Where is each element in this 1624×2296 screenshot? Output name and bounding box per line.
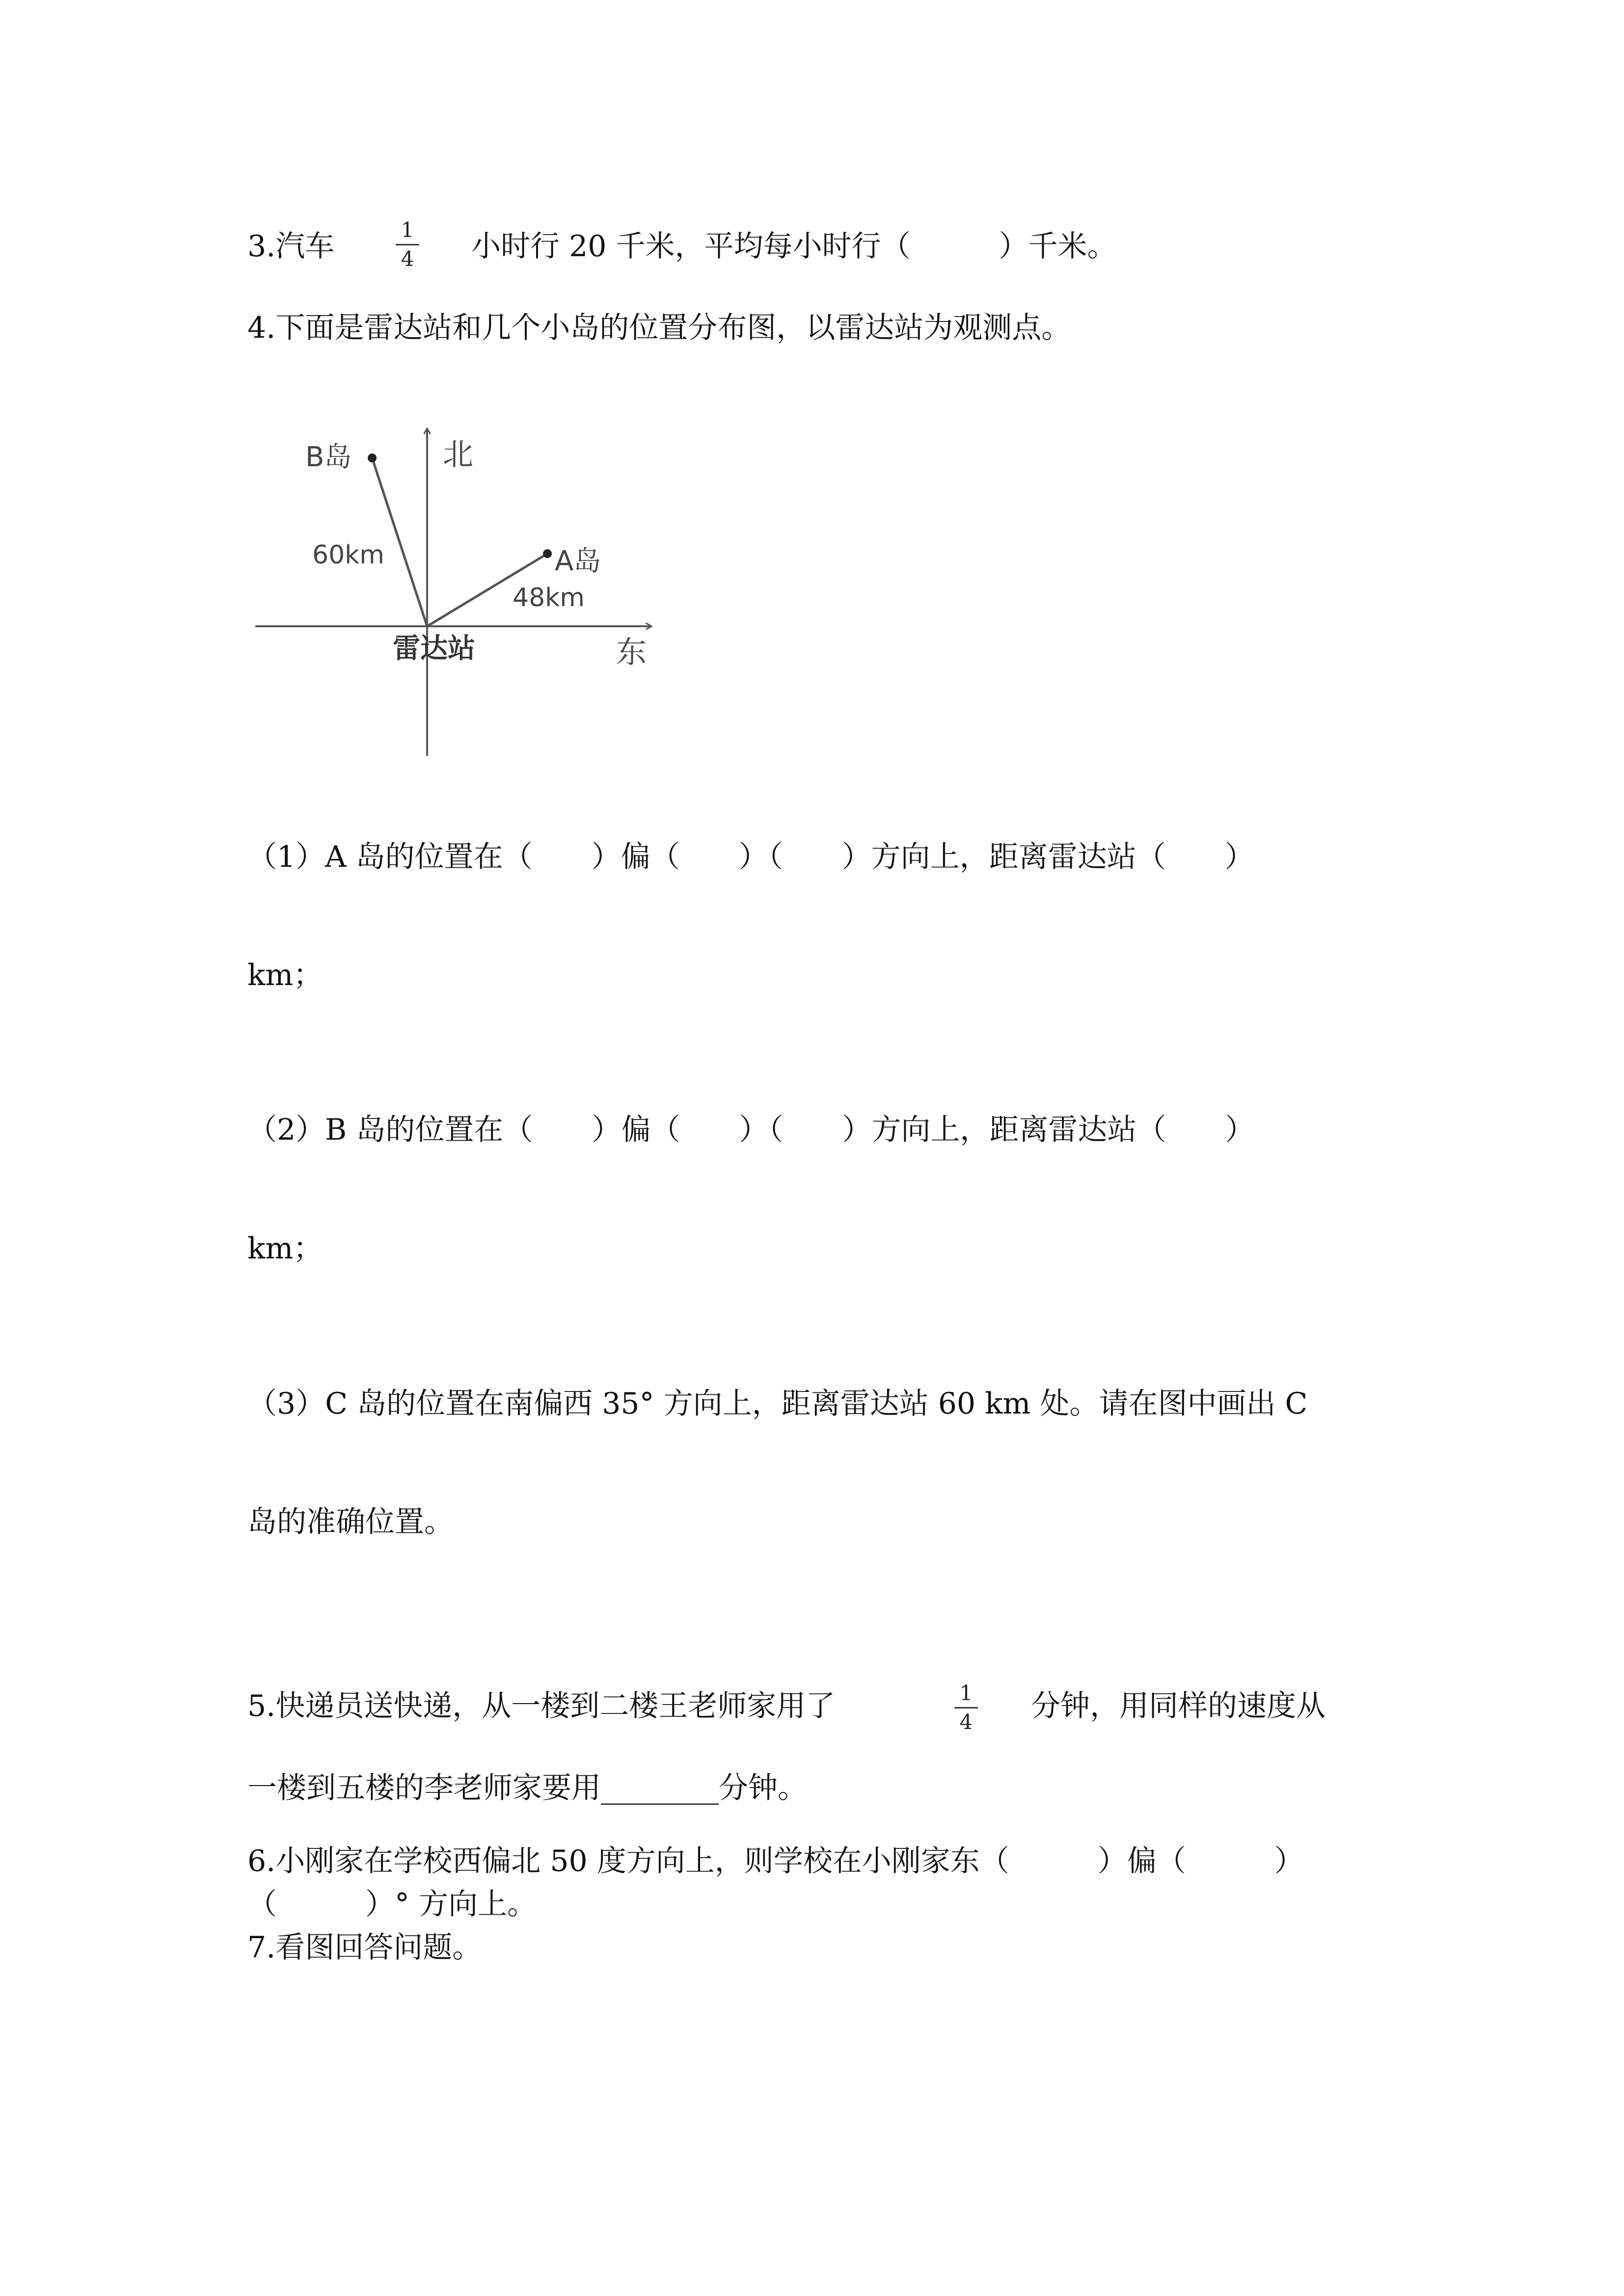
- q5-prefix: 5.快递员送快递，从一楼到二楼王老师家用了: [247, 1689, 836, 1723]
- island-a-point: [543, 549, 552, 558]
- q5-line2: 一楼到五楼的李老师家要用________分钟。: [247, 1771, 807, 1805]
- q5-fraction-numerator: 1: [959, 1681, 973, 1705]
- q4-intro: 4.下面是雷达站和几个小岛的位置分布图，以雷达站为观测点。: [247, 311, 1071, 345]
- q3-fraction-numerator: 1: [401, 218, 414, 242]
- q4-part3-line2: 岛的准确位置。: [247, 1505, 454, 1539]
- island-b-label: B岛: [305, 441, 352, 473]
- q5-suffix: 分钟，用同样的速度从: [1031, 1689, 1326, 1723]
- q3-fraction-bar: [396, 244, 419, 245]
- island-a-label: A岛: [555, 545, 601, 577]
- island-b-point: [368, 454, 377, 462]
- q4-part2-line2: km；: [247, 1231, 323, 1266]
- q5-fraction-denominator: 4: [959, 1710, 973, 1734]
- q5-fraction-bar: [954, 1707, 978, 1709]
- q4-part1-line2: km；: [247, 958, 323, 992]
- q4-part3-line1: （3）C 岛的位置在南偏西 35° 方向上，距离雷达站 60 km 处。请在图中画出 C: [247, 1387, 1308, 1421]
- station-label: 雷达站: [393, 633, 475, 665]
- q4-part1-line1: （1）A 岛的位置在（ ）偏（ ）（ ）方向上，距离雷达站（ ）: [247, 840, 1254, 874]
- q5-fraction: [951, 1682, 981, 1734]
- q4-part2-line1: （2）B 岛的位置在（ ）偏（ ）（ ）方向上，距离雷达站（ ）: [247, 1113, 1255, 1147]
- q6-line1: 6.小刚家在学校西偏北 50 度方向上，则学校在小刚家东（ ）偏（ ）: [247, 1844, 1304, 1878]
- q3-fraction-denominator: 4: [401, 247, 414, 271]
- q6-line2: （ ）° 方向上。: [247, 1887, 537, 1922]
- radar-diagram: [250, 417, 673, 761]
- q7-line1: 7.看图回答问题。: [247, 1930, 482, 1965]
- distance-a-label: 48km: [513, 583, 585, 613]
- north-label: 北: [443, 436, 474, 472]
- q3-prefix: 3.汽车: [247, 229, 335, 264]
- distance-b-label: 60km: [312, 540, 384, 570]
- q3-suffix: 小时行 20 千米，平均每小时行（ ）千米。: [471, 229, 1117, 264]
- q3-fraction: [393, 218, 422, 271]
- east-label: 东: [616, 634, 647, 670]
